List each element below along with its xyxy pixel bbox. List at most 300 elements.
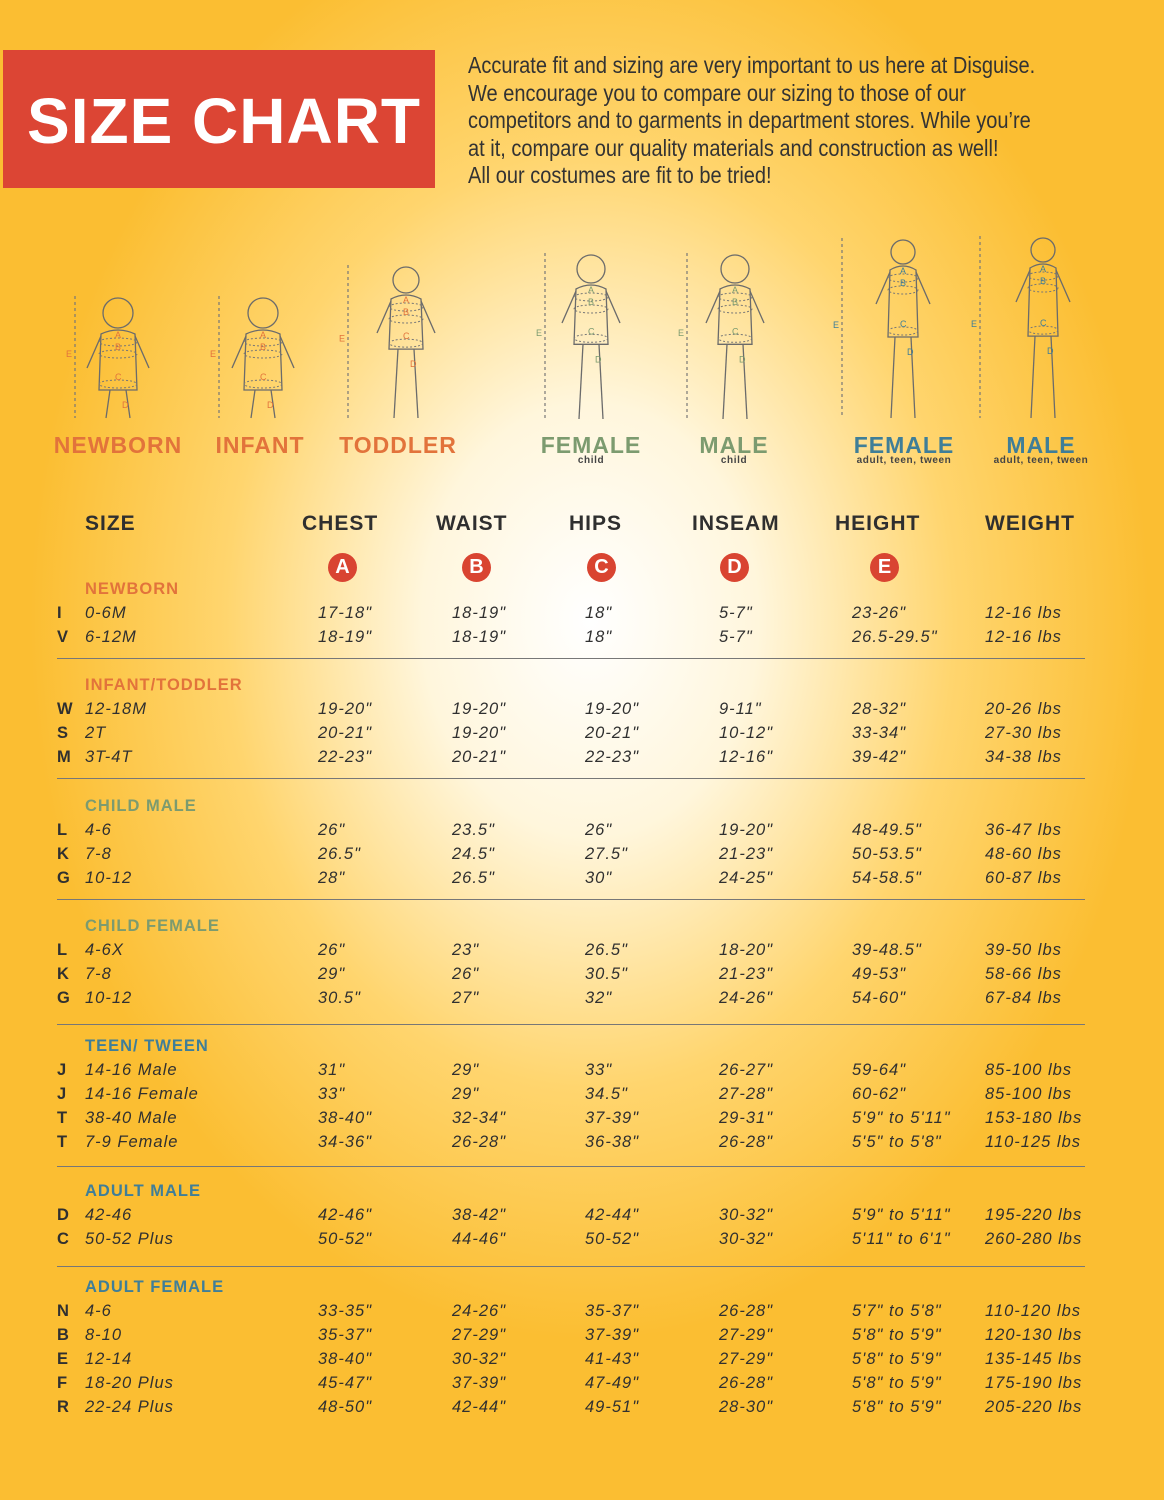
inseam-value: 27-29" — [719, 1326, 774, 1344]
waist-value: 18-19" — [452, 628, 507, 646]
badge-chest: A — [328, 553, 357, 582]
group-title: NEWBORN — [85, 580, 180, 598]
measure-letter: A — [403, 295, 410, 305]
hips-value: 49-51" — [585, 1398, 640, 1416]
arm-outline — [87, 336, 101, 368]
table-row — [0, 700, 1164, 724]
size-value: 38-40 Male — [85, 1109, 178, 1127]
waist-value: 19-20" — [452, 724, 507, 742]
waist-value: 27" — [452, 989, 480, 1007]
size-code: E — [57, 1350, 69, 1368]
table-row — [0, 1133, 1164, 1157]
table-row — [0, 1230, 1164, 1254]
measure-letter: B — [732, 297, 739, 307]
group-title: TEEN/ TWEEN — [85, 1037, 209, 1055]
table-row — [0, 1206, 1164, 1230]
size-value: 50-52 Plus — [85, 1230, 174, 1248]
weight-value: 85-100 lbs — [985, 1061, 1073, 1079]
hips-value: 19-20" — [585, 700, 640, 718]
inseam-value: 27-29" — [719, 1350, 774, 1368]
size-code: R — [57, 1398, 69, 1416]
table-row — [0, 628, 1164, 652]
inseam-value: 9-11" — [719, 700, 762, 718]
table-row — [0, 1302, 1164, 1326]
size-code: W — [57, 700, 73, 718]
leg-outline — [723, 344, 727, 419]
figure-label-newborn: NEWBORN — [53, 432, 183, 458]
chest-value: 38-40" — [318, 1109, 373, 1127]
weight-value: 205-220 lbs — [985, 1398, 1083, 1416]
chest-value: 50-52" — [318, 1230, 373, 1248]
figure-sublabel: child — [720, 455, 748, 466]
column-header-size: SIZE — [85, 512, 136, 535]
measure-letter-d: D — [595, 354, 602, 365]
size-value: 10-12 — [85, 869, 133, 887]
inseam-value: 28-30" — [719, 1398, 774, 1416]
inseam-value: 24-25" — [719, 869, 774, 887]
chest-value: 31" — [318, 1061, 346, 1079]
arm-outline — [280, 336, 294, 368]
chest-value: 48-50" — [318, 1398, 373, 1416]
figure-label-infant: INFANT — [215, 432, 305, 458]
size-code: J — [57, 1061, 67, 1079]
size-code: K — [57, 965, 69, 983]
column-header-hips: HIPS — [569, 512, 623, 535]
weight-value: 20-26 lbs — [985, 700, 1062, 718]
measure-letter: A — [900, 266, 907, 276]
hips-value: 33" — [585, 1061, 613, 1079]
group-title: ADULT FEMALE — [85, 1278, 225, 1296]
measure-letter: C — [115, 372, 122, 382]
table-row — [0, 604, 1164, 628]
chest-value: 20-21" — [318, 724, 373, 742]
inseam-value: 21-23" — [719, 965, 774, 983]
size-value: 12-14 — [85, 1350, 133, 1368]
group-title: ADULT MALE — [85, 1182, 202, 1200]
height-value: 49-53" — [852, 965, 907, 983]
marker-letter-e: E — [678, 328, 685, 338]
waist-value: 29" — [452, 1085, 480, 1103]
waist-value: 26.5" — [452, 869, 495, 887]
waist-value: 26" — [452, 965, 480, 983]
inseam-value: 26-28" — [719, 1302, 774, 1320]
height-value: 39-48.5" — [852, 941, 922, 959]
intro-line: competitors and to garments in department stores. While you’re — [468, 107, 1031, 133]
size-value: 8-10 — [85, 1326, 123, 1344]
column-header-weight: WEIGHT — [985, 512, 1075, 535]
table-row — [0, 965, 1164, 989]
figure-sublabel: adult, teen, tween — [993, 455, 1089, 466]
size-value: 0-6M — [85, 604, 127, 622]
arm-outline — [1056, 270, 1070, 302]
badge-hips: C — [587, 553, 616, 582]
weight-value: 12-16 lbs — [985, 628, 1062, 646]
weight-value: 135-145 lbs — [985, 1350, 1083, 1368]
size-code: K — [57, 845, 69, 863]
size-code: I — [57, 604, 62, 622]
figure-label-female-child: FEMALE — [540, 432, 642, 458]
waist-value: 44-46" — [452, 1230, 507, 1248]
chest-value: 26" — [318, 941, 346, 959]
arm-outline — [232, 336, 246, 368]
group-divider — [57, 899, 1085, 900]
size-value: 12-18M — [85, 700, 147, 718]
size-value: 18-20 Plus — [85, 1374, 174, 1392]
group-divider — [57, 778, 1085, 779]
woman-figure-icon — [891, 240, 915, 264]
chest-value: 22-23" — [318, 748, 373, 766]
marker-letter-e: E — [833, 320, 840, 330]
leg-outline — [1031, 336, 1035, 418]
waist-value: 24-26" — [452, 1302, 507, 1320]
inseam-value: 5-7" — [719, 604, 753, 622]
figure-label-male-child: MALE — [699, 432, 769, 458]
height-value: 5'8" to 5'9" — [852, 1326, 942, 1344]
height-value: 60-62" — [852, 1085, 907, 1103]
arm-outline — [706, 291, 720, 323]
figure-sublabel: child — [577, 455, 605, 466]
figure-label-female-adult: FEMALE — [853, 432, 955, 458]
hips-value: 47-49" — [585, 1374, 640, 1392]
size-code: L — [57, 821, 68, 839]
arm-outline — [750, 291, 764, 323]
hips-value: 18" — [585, 628, 613, 646]
inseam-value: 26-28" — [719, 1133, 774, 1151]
hips-value: 35-37" — [585, 1302, 640, 1320]
marker-letter-e: E — [210, 349, 217, 359]
figure-label-male-adult: MALE — [1006, 432, 1076, 458]
group-title: CHILD MALE — [85, 797, 197, 815]
size-value: 3T-4T — [85, 748, 133, 766]
waist-value: 26-28" — [452, 1133, 507, 1151]
badge-height: E — [870, 553, 899, 582]
arm-outline — [562, 291, 576, 323]
size-value: 7-8 — [85, 845, 112, 863]
size-value: 7-9 Female — [85, 1133, 179, 1151]
size-code: G — [57, 869, 70, 887]
size-code: J — [57, 1085, 67, 1103]
inseam-value: 18-20" — [719, 941, 774, 959]
measure-letter: A — [115, 330, 122, 340]
intro-line: at it, compare our quality materials and construction as well! — [468, 134, 999, 161]
measure-letter: C — [732, 326, 739, 337]
weight-value: 48-60 lbs — [985, 845, 1062, 863]
baby-figure-icon — [248, 298, 278, 328]
chest-value: 17-18" — [318, 604, 373, 622]
hips-value: 30" — [585, 869, 613, 887]
arm-outline — [135, 336, 149, 368]
waist-value: 29" — [452, 1061, 480, 1079]
size-value: 6-12M — [85, 628, 137, 646]
marker-letter-e: E — [971, 319, 978, 329]
hips-value: 30.5" — [585, 965, 628, 983]
arm-outline — [876, 272, 890, 304]
measure-letter-d: D — [122, 400, 129, 410]
hips-value: 22-23" — [585, 748, 640, 766]
weight-value: 260-280 lbs — [985, 1230, 1083, 1248]
man-figure-icon — [1031, 238, 1055, 262]
table-row — [0, 748, 1164, 772]
weight-value: 36-47 lbs — [985, 821, 1062, 839]
table-row — [0, 1109, 1164, 1133]
size-value: 42-46 — [85, 1206, 133, 1224]
chest-value: 19-20" — [318, 700, 373, 718]
chest-value: 38-40" — [318, 1350, 373, 1368]
size-code: V — [57, 628, 69, 646]
hips-value: 32" — [585, 989, 613, 1007]
waist-value: 32-34" — [452, 1109, 507, 1127]
hips-value: 27.5" — [585, 845, 628, 863]
inseam-value: 30-32" — [719, 1206, 774, 1224]
inseam-value: 26-28" — [719, 1374, 774, 1392]
height-value: 54-60" — [852, 989, 907, 1007]
intro-text — [468, 52, 1148, 190]
measure-letter: B — [260, 342, 267, 352]
weight-value: 12-16 lbs — [985, 604, 1062, 622]
measure-letter: C — [260, 372, 267, 382]
chest-value: 30.5" — [318, 989, 361, 1007]
inseam-value: 30-32" — [719, 1230, 774, 1248]
table-row — [0, 1374, 1164, 1398]
size-value: 4-6 — [85, 1302, 112, 1320]
height-value: 5'5" to 5'8" — [852, 1133, 942, 1151]
inseam-value: 26-27" — [719, 1061, 774, 1079]
marker-letter-e: E — [66, 349, 73, 359]
size-code: L — [57, 941, 68, 959]
weight-value: 195-220 lbs — [985, 1206, 1083, 1224]
measure-letter: B — [588, 297, 595, 307]
weight-value: 27-30 lbs — [985, 724, 1062, 742]
table-row — [0, 821, 1164, 845]
group-divider — [57, 658, 1085, 659]
waist-value: 42-44" — [452, 1398, 507, 1416]
weight-value: 39-50 lbs — [985, 941, 1062, 959]
hips-value: 20-21" — [585, 724, 640, 742]
hips-value: 42-44" — [585, 1206, 640, 1224]
height-value: 5'8" to 5'9" — [852, 1374, 942, 1392]
inseam-value: 10-12" — [719, 724, 774, 742]
weight-value: 58-66 lbs — [985, 965, 1062, 983]
size-code: D — [57, 1206, 69, 1224]
arm-outline — [421, 301, 435, 333]
waist-value: 24.5" — [452, 845, 495, 863]
intro-line: We encourage you to compare our sizing to those of our — [468, 79, 966, 106]
size-code: T — [57, 1109, 68, 1127]
measure-letter: A — [1040, 264, 1047, 274]
hips-value: 34.5" — [585, 1085, 628, 1103]
height-value: 26.5-29.5" — [852, 628, 938, 646]
hips-value: 37-39" — [585, 1109, 640, 1127]
toddler-figure-icon — [393, 267, 419, 293]
height-value: 59-64" — [852, 1061, 907, 1079]
leg-outline — [106, 390, 110, 418]
leg-outline — [579, 344, 583, 419]
group-title: INFANT/TODDLER — [85, 676, 243, 694]
waist-value: 37-39" — [452, 1374, 507, 1392]
body-figures — [0, 228, 1164, 428]
hips-value: 36-38" — [585, 1133, 640, 1151]
leg-outline — [251, 390, 255, 418]
hips-value: 37-39" — [585, 1326, 640, 1344]
chest-value: 33" — [318, 1085, 346, 1103]
waist-value: 23.5" — [452, 821, 495, 839]
inseam-value: 21-23" — [719, 845, 774, 863]
arm-outline — [916, 272, 930, 304]
figure-label-toddler: TODDLER — [339, 432, 457, 458]
chest-value: 28" — [318, 869, 346, 887]
table-row — [0, 1085, 1164, 1109]
size-value: 14-16 Female — [85, 1085, 199, 1103]
size-code: C — [57, 1230, 69, 1248]
chest-value: 42-46" — [318, 1206, 373, 1224]
measure-letter: B — [900, 278, 907, 288]
measure-letter-d: D — [1047, 346, 1054, 357]
weight-value: 153-180 lbs — [985, 1109, 1083, 1127]
baby-figure-icon — [103, 298, 133, 328]
column-header-inseam: INSEAM — [692, 512, 780, 535]
height-value: 5'9" to 5'11" — [852, 1109, 951, 1127]
hips-value: 18" — [585, 604, 613, 622]
column-header-waist: WAIST — [436, 512, 508, 535]
boy-figure-icon — [721, 255, 749, 283]
inseam-value: 27-28" — [719, 1085, 774, 1103]
height-value: 39-42" — [852, 748, 907, 766]
table-row — [0, 724, 1164, 748]
waist-value: 30-32" — [452, 1350, 507, 1368]
inseam-value: 24-26" — [719, 989, 774, 1007]
weight-value: 175-190 lbs — [985, 1374, 1083, 1392]
height-value: 33-34" — [852, 724, 907, 742]
arm-outline — [606, 291, 620, 323]
chest-value: 26.5" — [318, 845, 361, 863]
measure-letter-d: D — [907, 347, 914, 357]
waist-value: 20-21" — [452, 748, 507, 766]
hips-value: 26.5" — [585, 941, 628, 959]
measure-letter-d: D — [267, 400, 274, 410]
height-value: 5'8" to 5'9" — [852, 1350, 942, 1368]
height-value: 54-58.5" — [852, 869, 922, 887]
hips-value: 26" — [585, 821, 613, 839]
height-value: 48-49.5" — [852, 821, 922, 839]
measure-letter: A — [588, 285, 595, 295]
table-row — [0, 1326, 1164, 1350]
chest-value: 29" — [318, 965, 346, 983]
size-code: B — [57, 1326, 69, 1344]
weight-value: 34-38 lbs — [985, 748, 1062, 766]
chest-value: 35-37" — [318, 1326, 373, 1344]
leg-outline — [394, 349, 398, 418]
weight-value: 60-87 lbs — [985, 869, 1062, 887]
hips-value: 50-52" — [585, 1230, 640, 1248]
weight-value: 110-120 lbs — [985, 1302, 1082, 1320]
table-row — [0, 845, 1164, 869]
size-value: 7-8 — [85, 965, 112, 983]
chest-value: 18-19" — [318, 628, 373, 646]
measure-letter: C — [403, 331, 410, 342]
girl-figure-icon — [577, 255, 605, 283]
height-value: 28-32" — [852, 700, 907, 718]
height-value: 5'8" to 5'9" — [852, 1398, 942, 1416]
group-title: CHILD FEMALE — [85, 917, 220, 935]
intro-line: Accurate fit and sizing are very important to us here at Disguise. — [468, 52, 1036, 78]
inseam-value: 5-7" — [719, 628, 753, 646]
size-value: 22-24 Plus — [85, 1398, 174, 1416]
size-value: 2T — [85, 724, 107, 742]
figure-row — [0, 228, 1164, 428]
waist-value: 38-42" — [452, 1206, 507, 1224]
inseam-value: 19-20" — [719, 821, 774, 839]
measure-letter-d: D — [410, 359, 417, 370]
measure-letter: B — [115, 342, 122, 352]
weight-value: 67-84 lbs — [985, 989, 1062, 1007]
size-value: 10-12 — [85, 989, 133, 1007]
table-row — [0, 1350, 1164, 1374]
chest-value: 34-36" — [318, 1133, 373, 1151]
table-row — [0, 1398, 1164, 1422]
height-value: 5'11" to 6'1" — [852, 1230, 951, 1248]
size-code: T — [57, 1133, 68, 1151]
table-row — [0, 1061, 1164, 1085]
weight-value: 110-125 lbs — [985, 1133, 1082, 1151]
measure-letter-d: D — [739, 354, 746, 365]
badge-waist: B — [462, 553, 491, 582]
marker-letter-e: E — [339, 333, 346, 344]
measure-letter: A — [732, 285, 739, 295]
size-value: 4-6X — [85, 941, 124, 959]
size-value: 14-16 Male — [85, 1061, 178, 1079]
chest-value: 45-47" — [318, 1374, 373, 1392]
arm-outline — [377, 301, 391, 333]
size-code: F — [57, 1374, 68, 1392]
height-value: 23-26" — [852, 604, 907, 622]
measure-letter: C — [588, 326, 595, 337]
table-row — [0, 869, 1164, 893]
chest-value: 26" — [318, 821, 346, 839]
measure-letter: B — [403, 307, 410, 317]
group-divider — [57, 1266, 1085, 1267]
table-row — [0, 989, 1164, 1013]
measure-letter: C — [1040, 318, 1047, 329]
hips-value: 41-43" — [585, 1350, 640, 1368]
column-header-chest: CHEST — [302, 512, 379, 535]
measure-letter: B — [1040, 276, 1047, 286]
arm-outline — [1016, 270, 1030, 302]
size-code: S — [57, 724, 69, 742]
size-code: N — [57, 1302, 69, 1320]
marker-letter-e: E — [536, 328, 543, 338]
height-value: 5'7" to 5'8" — [852, 1302, 942, 1320]
group-divider — [57, 1024, 1085, 1025]
height-value: 50-53.5" — [852, 845, 922, 863]
inseam-value: 12-16" — [719, 748, 774, 766]
waist-value: 27-29" — [452, 1326, 507, 1344]
size-value: 4-6 — [85, 821, 112, 839]
size-code: G — [57, 989, 70, 1007]
figure-sublabel: adult, teen, tween — [856, 455, 952, 466]
intro-line: All our costumes are fit to be tried! — [468, 162, 772, 188]
measure-letter: A — [260, 330, 267, 340]
leg-outline — [891, 337, 895, 418]
chest-value: 33-35" — [318, 1302, 373, 1320]
group-divider — [57, 1166, 1085, 1167]
weight-value: 85-100 lbs — [985, 1085, 1073, 1103]
waist-value: 18-19" — [452, 604, 507, 622]
badge-inseam: D — [720, 553, 749, 582]
inseam-value: 29-31" — [719, 1109, 774, 1127]
waist-value: 19-20" — [452, 700, 507, 718]
measure-letter: C — [900, 319, 907, 329]
size-code: M — [57, 748, 71, 766]
